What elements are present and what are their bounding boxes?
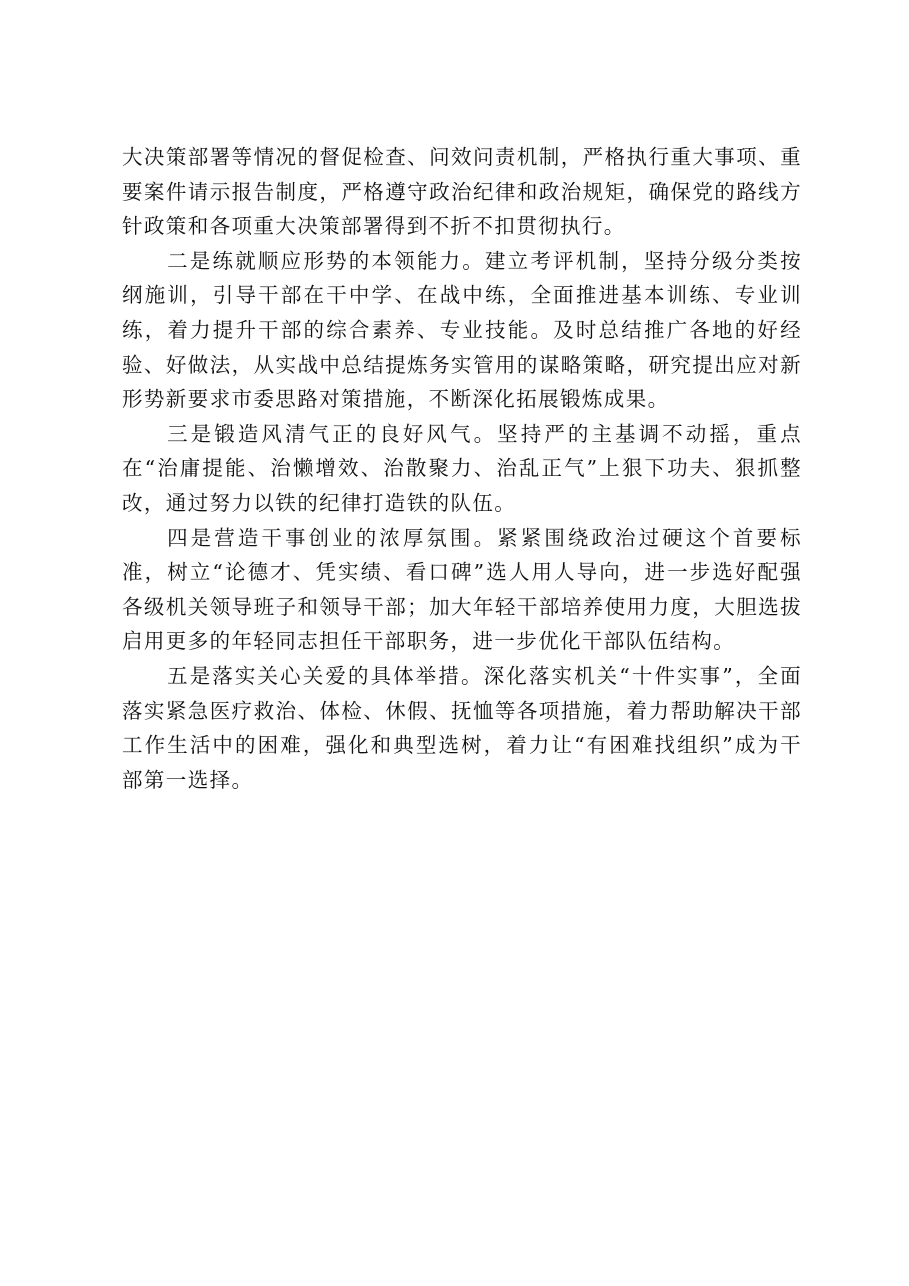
- paragraph-point-4: 四是营造干事创业的浓厚氛围。紧紧围绕政治过硬这个首要标准，树立“论德才、凭实绩、看口碑”选人用人导向，进一步选好配强各级机关领导班子和领导干部；加大年轻干部培养使用力度，大胆选拔启用更多的年轻同志担任干部职务，进一步优化干部队伍结构。: [122, 525, 802, 654]
- paragraph-point-5: 五是落实关心关爱的具体举措。深化落实机关“十件实事”，全面落实紧急医疗救治、体检、休假、抚恤等各项措施，着力帮助解决干部工作生活中的困难，强化和典型选树，着力让“有困难找组织”成为干部第一选择。: [122, 663, 802, 792]
- paragraph-point-2: 二是练就顺应形势的本领能力。建立考评机制，坚持分级分类按纲施训，引导干部在干中学、在战中练，全面推进基本训练、专业训练，着力提升干部的综合素养、专业技能。及时总结推广各地的好经验、好做法，从实战中总结提炼务实管用的谋略策略，研究提出应对新形势新要求市委思路对策措施，不断深化拓展锻炼成果。: [122, 248, 802, 412]
- paragraph-continuation: 大决策部署等情况的督促检查、问效问责机制，严格执行重大事项、重要案件请示报告制度，严格遵守政治纪律和政治规矩，确保党的路线方针政策和各项重大决策部署得到不折不扣贯彻执行。: [122, 145, 802, 239]
- document-body: [122, 140, 802, 797]
- paragraph-point-3: 三是锻造风清气正的良好风气。坚持严的主基调不动摇，重点在“治庸提能、治懒增效、治散聚力、治乱正气”上狠下功夫、狠抓整改，通过努力以铁的纪律打造铁的队伍。: [122, 421, 802, 515]
